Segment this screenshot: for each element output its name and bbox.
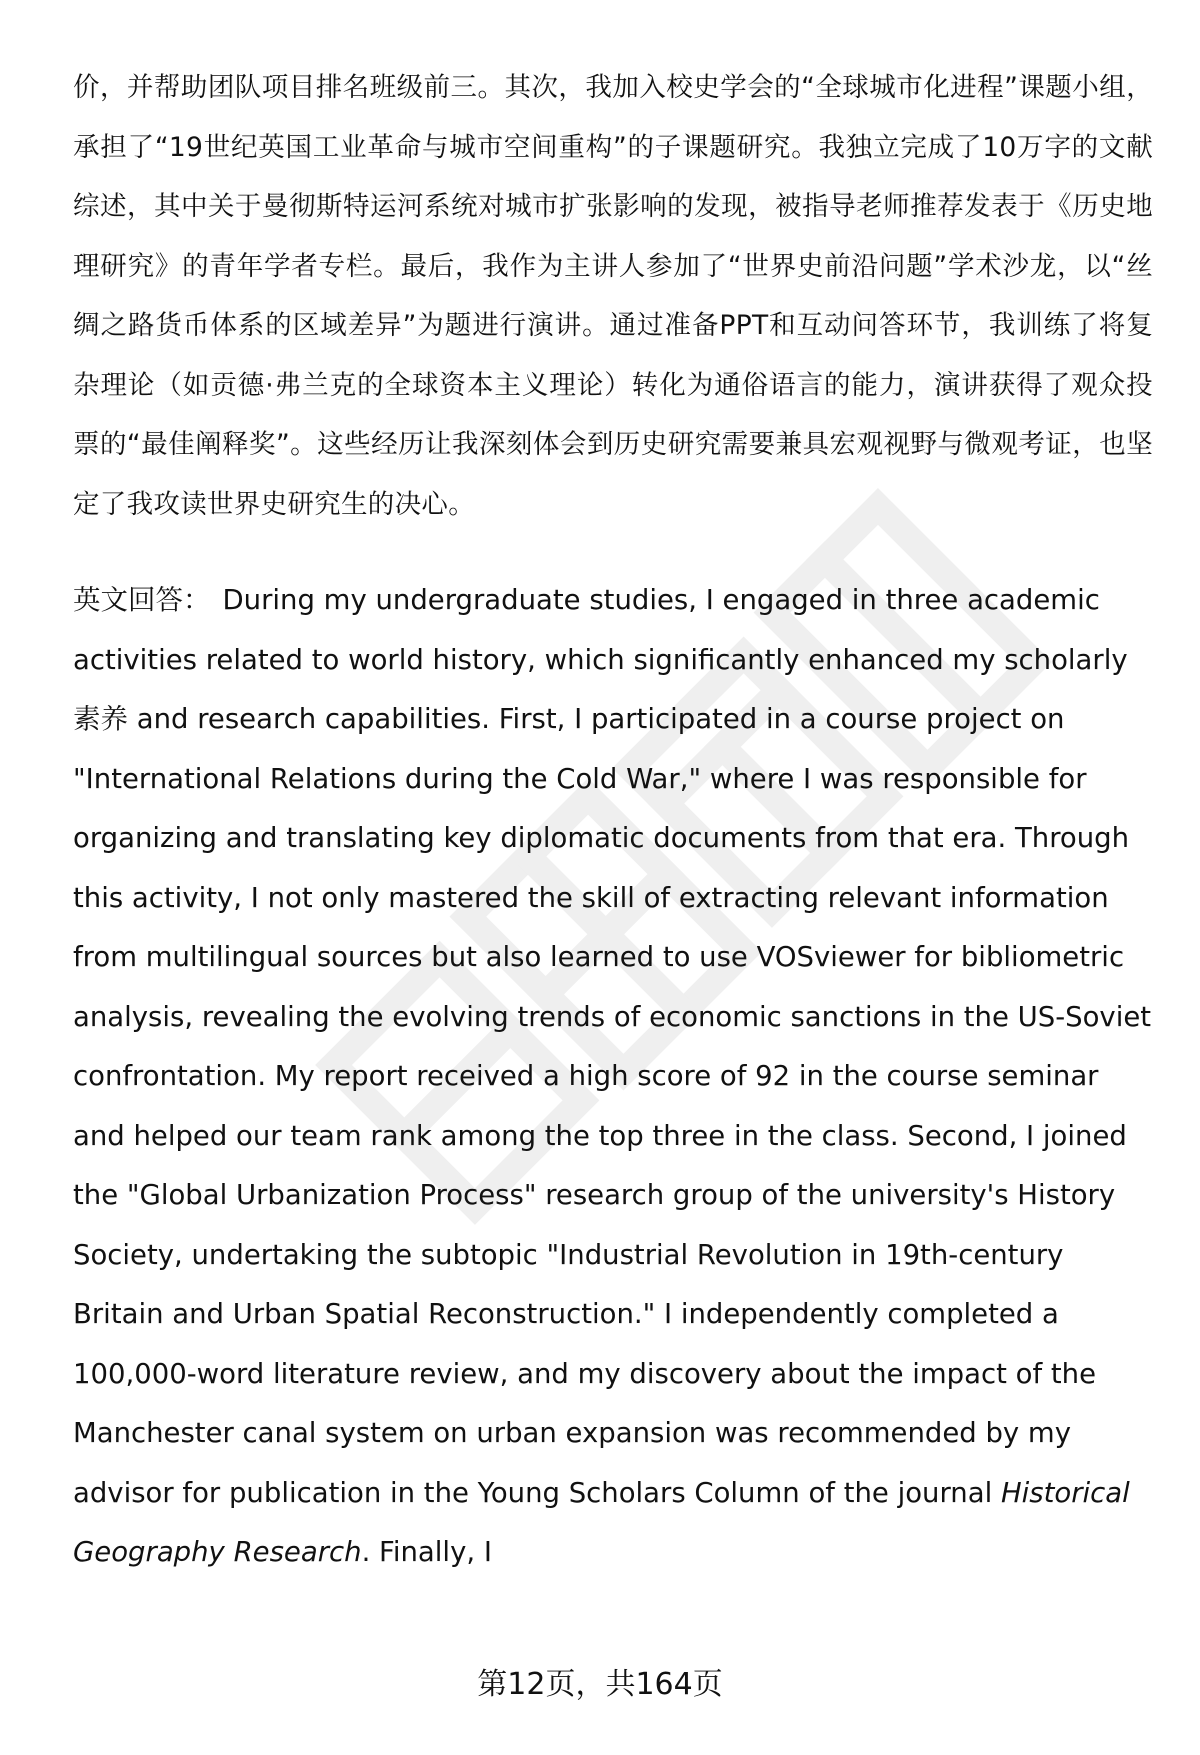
english-answer-paragraph [73,571,1160,1583]
english-answer-label: 英文回答： [73,584,211,616]
english-answer-text-end: . Finally, I [361,1536,492,1568]
page-number-footer: 第12页，共164页 [477,1667,723,1702]
chinese-answer-paragraph: 价，并帮助团队项目排名班级前三。其次，我加入校史学会的“全球城市化进程”课题小组，承担了“19世纪英国工业革命与城市空间重构”的子课题研究。我独立完成了10万字的文献综述，其中关于曼彻斯特运河系统对城市扩张影响的发现，被指导老师推荐发表于《历史地理研究》的青年学者专栏。最后，我作为主讲人参加了“世界史前沿问题”学术沙龙，以“丝绸之路货币体系的区域差异”为题进行演讲。通过准备PPT和互动问答环节，我训练了将复杂理论（如贡德·弗兰克的全球资本主义理论）转化为通俗语言的能力，演讲获得了观众投票的“最佳阐释奖”。这些经历让我深刻体会到历史研究需要兼具宏观视野与微观考证，也坚定了我攻读世界史研究生的决心。 [73,72,1153,520]
document-body [73,58,1160,1583]
journal-title: Historical Geography Research [73,1476,1139,1568]
english-answer-text: During my undergraduate studies, I engaged in three academic activities related to world history, which significantly enhanced my scholarly 素养 and research capabilities. First, I participated in a course project on "International Relations during the Cold War," where I was responsible for organizing and translating key diplomatic documents from that era. Through this activity, I not only mastered the skill of extracting relevant information from multilingual sources but also learned to use VOSviewer for bibliometric analysis, revealing the evolving trends of economic sanctions in the US-Soviet confrontation. My report received a high score of 92 in the course seminar and helped our team rank among the top three in the class. Second, I joined the "Global Urbanization Process" research group of the university's History Society, undertaking the subtopic "Industrial Revolution in 19th-century Britain and Urban Spatial Reconstruction." I independently completed a 100,000-word literature review, and my discovery about the impact of the Manchester canal system on urban expansion was recommended by my advisor for publication in the Young Scholars Column of the journal [73,584,1160,1509]
